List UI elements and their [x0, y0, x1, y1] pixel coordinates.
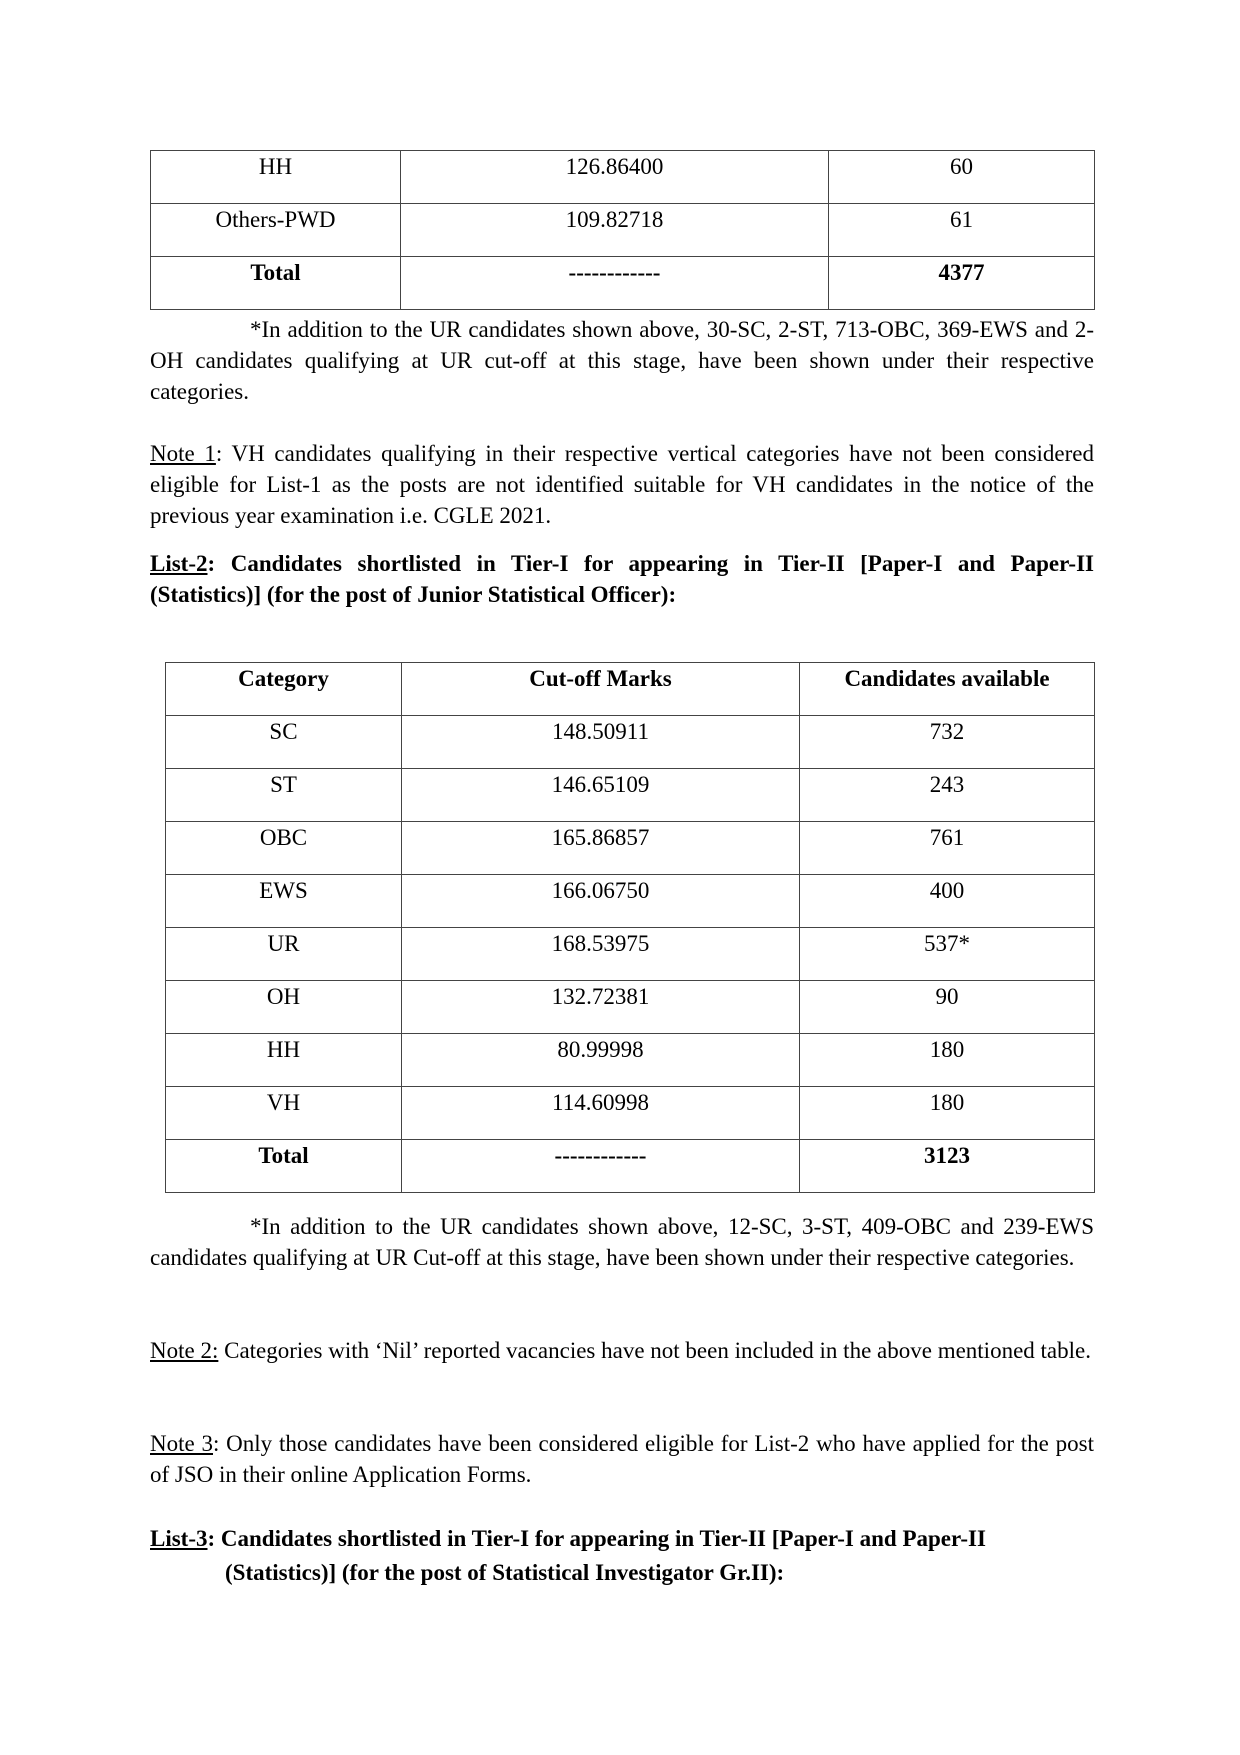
note-3	[150, 1428, 1094, 1490]
table-row	[166, 769, 1095, 822]
cutoff-cell: ------------	[401, 257, 829, 310]
category-cell: VH	[166, 1087, 402, 1140]
candidates-cell: 243	[800, 769, 1095, 822]
table-row	[151, 204, 1095, 257]
candidates-cell: 90	[800, 981, 1095, 1034]
note-label: Note 2:	[150, 1338, 219, 1363]
candidates-cell: 400	[800, 875, 1095, 928]
cutoff-cell: 132.72381	[402, 981, 800, 1034]
category-cell: Others-PWD	[151, 204, 401, 257]
category-cell: SC	[166, 716, 402, 769]
category-cell: OH	[166, 981, 402, 1034]
category-cell: EWS	[166, 875, 402, 928]
list1-cutoff-table	[150, 150, 1095, 310]
list-2-heading	[150, 548, 1094, 610]
footnote-list1: *In addition to the UR candidates shown above, 30-SC, 2-ST, 713-OBC, 369-EWS and 2-OH candidates qualifying at UR cut-off at this stage, have been shown under their respective categories.	[150, 317, 1094, 404]
candidates-cell: 732	[800, 716, 1095, 769]
category-cell: OBC	[166, 822, 402, 875]
cutoff-cell: 114.60998	[402, 1087, 800, 1140]
list2-cutoff-table	[165, 662, 1095, 1193]
note-label: Note 1	[150, 441, 216, 466]
header-cutoff: Cut-off Marks	[402, 663, 800, 716]
table-total-row	[151, 257, 1095, 310]
candidates-cell: 180	[800, 1034, 1095, 1087]
cutoff-cell: 80.99998	[402, 1034, 800, 1087]
list-label: List-2	[150, 551, 208, 576]
cutoff-cell: 126.86400	[401, 151, 829, 204]
category-cell: Total	[151, 257, 401, 310]
table-total-row	[166, 1140, 1095, 1193]
candidates-cell: 180	[800, 1087, 1095, 1140]
category-cell: ST	[166, 769, 402, 822]
list-heading-text: : Candidates shortlisted in Tier-I for appearing in Tier-II [Paper-I and Paper-II (Statistics)] (for the post of Junior Statistical Officer):	[150, 551, 1094, 607]
candidates-cell: 4377	[829, 257, 1095, 310]
cutoff-cell: 168.53975	[402, 928, 800, 981]
note-text: : VH candidates qualifying in their respective vertical categories have not been considered eligible for List-1 as the posts are not identified suitable for VH candidates in the notice of the previous year examination i.e. CGLE 2021.	[150, 441, 1094, 528]
candidates-cell: 60	[829, 151, 1095, 204]
list-3-heading	[150, 1523, 1094, 1554]
header-category: Category	[166, 663, 402, 716]
table-row	[166, 1034, 1095, 1087]
cutoff-cell: ------------	[402, 1140, 800, 1193]
candidates-cell: 537*	[800, 928, 1095, 981]
cutoff-cell: 109.82718	[401, 204, 829, 257]
candidates-cell: 61	[829, 204, 1095, 257]
note-1	[150, 438, 1094, 531]
table-row	[166, 716, 1095, 769]
category-cell: UR	[166, 928, 402, 981]
note-text: : Only those candidates have been considered eligible for List-2 who have applied for the post of JSO in their online Application Forms.	[150, 1431, 1094, 1487]
table-row	[166, 928, 1095, 981]
candidates-cell: 3123	[800, 1140, 1095, 1193]
table-row	[166, 981, 1095, 1034]
table-header-row	[166, 663, 1095, 716]
header-candidates: Candidates available	[800, 663, 1095, 716]
cutoff-cell: 166.06750	[402, 875, 800, 928]
list-3-heading-line2: (Statistics)] (for the post of Statistical Investigator Gr.II):	[225, 1560, 785, 1585]
table-row	[166, 1087, 1095, 1140]
table-row	[166, 822, 1095, 875]
note-text: Categories with ‘Nil’ reported vacancies have not been included in the above mentioned table.	[218, 1338, 1091, 1363]
note-2	[150, 1335, 1094, 1366]
cutoff-cell: 148.50911	[402, 716, 800, 769]
table-row	[151, 151, 1095, 204]
note-label: Note 3	[150, 1431, 213, 1456]
list-label: List-3	[150, 1526, 208, 1551]
category-cell: Total	[166, 1140, 402, 1193]
cutoff-cell: 146.65109	[402, 769, 800, 822]
table-row	[166, 875, 1095, 928]
candidates-cell: 761	[800, 822, 1095, 875]
category-cell: HH	[166, 1034, 402, 1087]
list-heading-text: : Candidates shortlisted in Tier-I for appearing in Tier-II [Paper-I and Paper-II	[207, 1526, 986, 1551]
category-cell: HH	[151, 151, 401, 204]
cutoff-cell: 165.86857	[402, 822, 800, 875]
footnote-list2: *In addition to the UR candidates shown above, 12-SC, 3-ST, 409-OBC and 239-EWS candidates qualifying at UR Cut-off at this stage, have been shown under their respective categories.	[150, 1214, 1094, 1270]
